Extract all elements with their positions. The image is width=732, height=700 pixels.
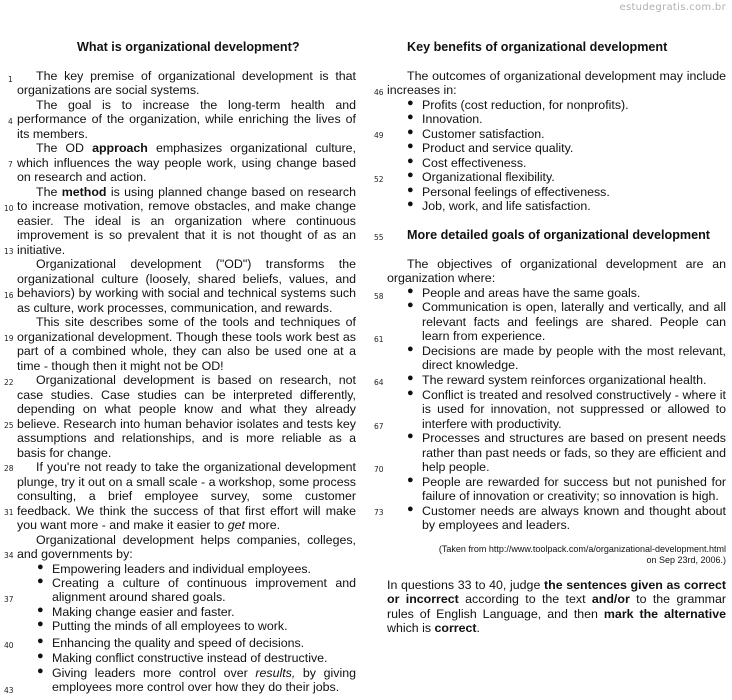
- text-line: assumptions and relationships, and is more reliable as a: [17, 431, 356, 445]
- text-line: This site describes some of the tools and techniques of: [36, 315, 356, 329]
- list-item: employees more control over how they do their jobs.: [52, 680, 340, 694]
- text-run: more.: [244, 518, 281, 532]
- text-line: and governments by:: [17, 547, 133, 561]
- text-run: results,: [255, 666, 296, 680]
- list-item: Communication is open, laterally and vertically, and all: [422, 300, 726, 314]
- text-line: organizational development. Though these tools work best as: [17, 330, 356, 344]
- bullet-icon: ●: [407, 503, 414, 515]
- text-line: case studies. Case studies can be interpreted differently,: [17, 388, 356, 402]
- list-item: Creating a culture of continuous improvement and: [52, 576, 356, 590]
- line-number: 70: [374, 465, 384, 474]
- text-line: to increase motivation, remove obstacles, and make change: [17, 199, 356, 213]
- list-item: relevant facts and feelings are shared. People can: [422, 315, 726, 329]
- text-line: organizations are social systems.: [17, 83, 200, 97]
- text-run: rules of English Language, and then: [387, 607, 604, 621]
- list-item: Decisions are made by people with the most relevant,: [422, 344, 726, 358]
- line-number: 37: [4, 595, 14, 604]
- text-line: The key premise of organizational development is that: [36, 69, 356, 83]
- list-item: Empowering leaders and individual employees.: [52, 562, 311, 576]
- line-number: 52: [374, 175, 384, 184]
- text-line: Organizational development is based on research, not: [36, 373, 356, 387]
- text-line: its members.: [17, 127, 88, 141]
- text-run: which is: [387, 621, 435, 635]
- line-number: 67: [374, 422, 384, 431]
- list-item: is used for innovation, not suppressed or allowed to: [422, 402, 726, 416]
- text-line: [17, 518, 280, 533]
- text-run: The: [36, 185, 62, 199]
- list-item: by employees and leaders.: [422, 518, 571, 532]
- line-number: 58: [374, 292, 384, 301]
- list-item: interfere with productivity.: [422, 417, 562, 431]
- list-item: Profits (cost reduction, for nonprofits).: [422, 98, 629, 112]
- line-number: 40: [4, 641, 14, 650]
- instruction-line: [387, 607, 726, 622]
- line-number: 16: [4, 291, 14, 300]
- list-item: Conflict is treated and resolved constructively - where it: [422, 388, 726, 402]
- left-heading: What is organizational development?: [77, 40, 300, 54]
- text-line: depending on what people know and what they already: [17, 402, 356, 416]
- line-number: 10: [4, 204, 14, 213]
- text-run: correct: [434, 621, 477, 635]
- text-line: [36, 141, 356, 156]
- bullet-icon: ●: [407, 285, 414, 297]
- text-run: emphasizes organizational culture,: [147, 141, 356, 155]
- right-heading-goals: More detailed goals of organizational development: [407, 228, 710, 242]
- text-run: method: [61, 185, 107, 199]
- list-item: Customer needs are always known and thought about: [422, 504, 726, 518]
- text-line: plunge, try it out on a small scale - a workshop, some process: [17, 475, 356, 489]
- bullet-icon: ●: [407, 126, 414, 138]
- line-number: 1: [8, 75, 13, 84]
- list-item: Job, work, and life satisfaction.: [422, 199, 591, 213]
- text-line: consulting, a brief employee survey, some customer: [17, 489, 356, 503]
- bullet-icon: ●: [407, 299, 414, 311]
- list-item: failure of innovation or creativity; so innovation is high.: [422, 489, 719, 503]
- text-line: as culture, work processes, communication, and rewards.: [17, 301, 333, 315]
- text-run: mark the alternative: [603, 607, 726, 621]
- text-line: improvement is so prevalent that it is not thought of as an: [17, 228, 356, 242]
- line-number: 31: [4, 508, 14, 517]
- line-number: 19: [4, 334, 14, 343]
- text-line: part of a combined whole, they can also be used one at a: [17, 344, 356, 358]
- bullet-icon: ●: [407, 155, 414, 167]
- text-line: Organizational development helps companies, colleges,: [36, 533, 356, 547]
- text-line: organizational culture (loosely, shared beliefs, values, and: [17, 272, 356, 286]
- list-item: People and areas have the same goals.: [422, 286, 641, 300]
- text-line: behaviors) by working with social and technical systems such: [17, 286, 356, 300]
- text-run: is using planned change based on research: [106, 185, 357, 199]
- text-line: believe. Research into human behavior isolates and tests key: [17, 417, 356, 431]
- text-run: by giving: [295, 666, 356, 680]
- text-run: or incorrect: [387, 592, 459, 606]
- bullet-icon: ●: [37, 604, 44, 616]
- list-item: Making change easier and faster.: [52, 605, 235, 619]
- bullet-icon: ●: [37, 650, 44, 662]
- bullet-icon: ●: [407, 111, 414, 123]
- list-item: Processes and structures are based on present needs: [422, 431, 726, 445]
- line-number: 7: [8, 160, 13, 169]
- list-item: Making conflict constructive instead of destructive.: [52, 651, 328, 665]
- text-run: .: [476, 621, 480, 635]
- list-item: [52, 666, 356, 681]
- text-line: which influences the way people work, using change based: [17, 156, 356, 170]
- list-item: alignment around shared goals.: [52, 590, 226, 604]
- line-number: 22: [4, 378, 14, 387]
- source-citation: on Sep 23rd, 2006.): [646, 555, 726, 565]
- bullet-icon: ●: [407, 97, 414, 109]
- text-line: The outcomes of organizational development may include: [407, 69, 726, 83]
- line-number: 25: [4, 421, 14, 430]
- text-line: on research and action.: [17, 170, 147, 184]
- line-number: 28: [4, 464, 14, 473]
- text-run: to the grammar: [629, 592, 727, 606]
- list-item: help people.: [422, 460, 490, 474]
- list-item: Cost effectiveness.: [422, 156, 527, 170]
- bullet-icon: ●: [37, 561, 44, 573]
- watermark: estudegratis.com.br: [619, 2, 726, 13]
- text-line: initiative.: [17, 243, 66, 257]
- text-line: If you're not ready to take the organizational development: [36, 460, 356, 474]
- text-line: feedback. We think the success of that first effort will make: [17, 504, 356, 518]
- line-number: 73: [374, 508, 384, 517]
- line-number: 4: [8, 117, 13, 126]
- text-line: basis for change.: [17, 446, 112, 460]
- line-number: 55: [374, 233, 384, 242]
- list-item: Putting the minds of all employees to work.: [52, 619, 288, 633]
- instruction-line: [387, 592, 726, 607]
- text-line: The goal is to increase the long-term health and: [36, 98, 356, 112]
- text-line: [36, 185, 356, 200]
- text-run: approach: [92, 141, 148, 155]
- list-item: rather than past needs or fads, so they are efficient and: [422, 446, 726, 460]
- bullet-icon: ●: [407, 372, 414, 384]
- list-item: Customer satisfaction.: [422, 127, 545, 141]
- text-run: get: [227, 518, 245, 532]
- text-run: Giving leaders more control over: [52, 666, 256, 680]
- text-run: and/or: [591, 592, 630, 606]
- list-item: The reward system reinforces organizational health.: [422, 373, 707, 387]
- bullet-icon: ●: [407, 198, 414, 210]
- right-heading-benefits: Key benefits of organizational development: [407, 40, 668, 54]
- text-line: time - though then it might not be OD!: [17, 359, 224, 373]
- list-item: Personal feelings of effectiveness.: [422, 185, 610, 199]
- text-run: In questions 33 to 40, judge: [387, 578, 544, 592]
- bullet-icon: ●: [407, 140, 414, 152]
- bullet-icon: ●: [407, 474, 414, 486]
- line-number: 61: [374, 335, 384, 344]
- line-number: 49: [374, 131, 384, 140]
- text-line: Organizational development ("OD") transforms the: [36, 257, 356, 271]
- bullet-icon: ●: [37, 575, 44, 587]
- text-line: The objectives of organizational development are an: [407, 257, 726, 271]
- bullet-icon: ●: [407, 169, 414, 181]
- text-run: you want more - and make it easier to: [17, 518, 228, 532]
- text-line: easier. The ideal is an organization where continuous: [17, 214, 356, 228]
- list-item: learn from experience.: [422, 329, 546, 343]
- list-item: People are rewarded for success but not punished for: [422, 475, 726, 489]
- line-number: 46: [374, 88, 384, 97]
- list-item: Product and service quality.: [422, 141, 574, 155]
- bullet-icon: ●: [37, 665, 44, 677]
- bullet-icon: ●: [407, 343, 414, 355]
- bullet-icon: ●: [407, 387, 414, 399]
- source-citation: (Taken from http://www.toolpack.com/a/organizational-development.html: [438, 544, 726, 554]
- text-run: the sentences given as correct: [544, 578, 726, 592]
- bullet-icon: ●: [37, 635, 44, 647]
- line-number: 34: [4, 551, 14, 560]
- text-line: increases in:: [387, 83, 457, 97]
- bullet-icon: ●: [407, 430, 414, 442]
- line-number: 43: [4, 686, 14, 695]
- list-item: direct knowledge.: [422, 358, 519, 372]
- list-item: Innovation.: [422, 112, 483, 126]
- line-number: 64: [374, 378, 384, 387]
- text-run: The OD: [36, 141, 93, 155]
- instruction-line: [387, 578, 726, 593]
- instruction-line: [387, 621, 480, 636]
- bullet-icon: ●: [37, 618, 44, 630]
- list-item: Organizational flexibility.: [422, 170, 555, 184]
- bullet-icon: ●: [407, 184, 414, 196]
- text-run: according to the text: [458, 592, 592, 606]
- text-line: performance of the organization, while enriching the lives of: [17, 112, 356, 126]
- line-number: 13: [4, 247, 14, 256]
- list-item: Enhancing the quality and speed of decisions.: [52, 636, 305, 650]
- text-line: organization where:: [387, 271, 496, 285]
